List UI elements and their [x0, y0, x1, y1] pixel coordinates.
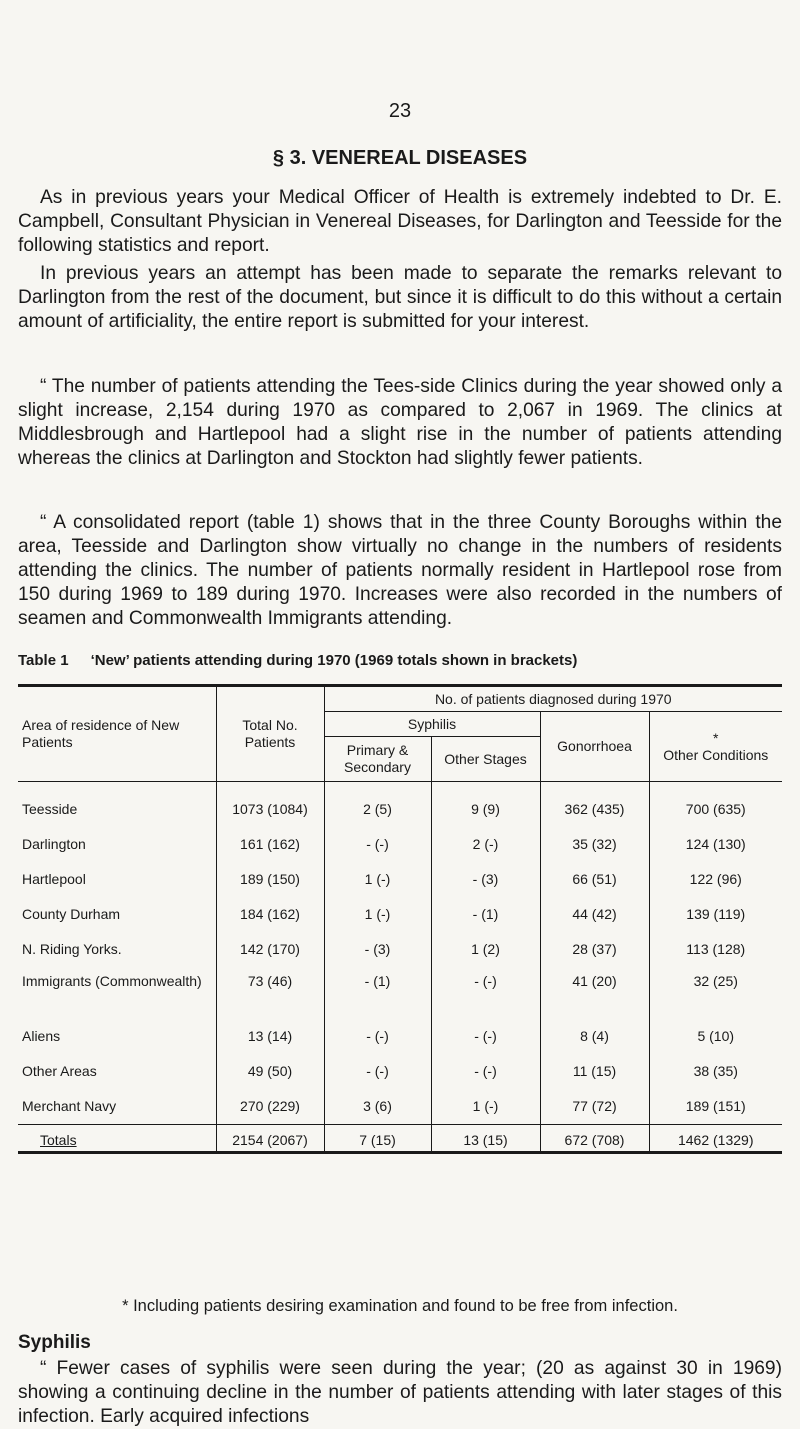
- syphilis-heading: Syphilis: [18, 1332, 91, 1353]
- cell-total: 142 (170): [216, 932, 324, 967]
- cell-gonorrhoea: 77 (72): [540, 1089, 649, 1125]
- cell-other-stages: - (-): [431, 1054, 540, 1089]
- cell-other-conditions: 38 (35): [693, 1063, 738, 1079]
- header-syphilis: Syphilis: [324, 712, 540, 737]
- cell-area: Immigrants (Commonwealth): [18, 967, 216, 1019]
- cell-other-conditions: 700 (635): [685, 801, 746, 817]
- cell-total: 161 (162): [216, 827, 324, 862]
- cell-other-stages: 9 (9): [431, 782, 540, 828]
- cell-area: Aliens: [18, 1019, 216, 1054]
- table-caption: [18, 652, 782, 669]
- page-number: 23: [388, 100, 412, 122]
- cell-gonorrhoea: 28 (37): [540, 932, 649, 967]
- cell-area: Teesside: [18, 782, 216, 828]
- table-row: [18, 862, 782, 897]
- table-row: [18, 897, 782, 932]
- cell-other-stages: 1 (-): [431, 1089, 540, 1125]
- cell-primary: - (3): [324, 932, 431, 967]
- cell-gonorrhoea: 41 (20): [540, 967, 649, 1019]
- cell-other-stages: - (1): [431, 897, 540, 932]
- cell-other-conditions: 5 (10): [697, 1028, 735, 1044]
- header-other-conditions-label: Other Conditions: [663, 746, 769, 763]
- cell-total: 270 (229): [216, 1089, 324, 1125]
- new-patients-table: [18, 684, 782, 1154]
- header-area-of-residence: Area of residence of New Patients: [18, 686, 216, 782]
- cell-primary: - (-): [324, 1019, 431, 1054]
- cell-total: 1073 (1084): [216, 782, 324, 828]
- cell-area: Merchant Navy: [18, 1089, 216, 1125]
- cell-total: 49 (50): [216, 1054, 324, 1089]
- cell-area: County Durham: [18, 897, 216, 932]
- cell-gonorrhoea: 362 (435): [540, 782, 649, 828]
- cell-other-stages: 13 (15): [431, 1125, 540, 1153]
- cell-area: Other Areas: [18, 1054, 216, 1089]
- cell-primary: 1 (-): [324, 897, 431, 932]
- cell-area: N. Riding Yorks.: [18, 932, 216, 967]
- cell-primary: - (-): [324, 1054, 431, 1089]
- cell-total: 73 (46): [216, 967, 324, 1019]
- cell-primary: - (-): [324, 827, 431, 862]
- header-gonorrhoea: Gonorrhoea: [540, 712, 649, 782]
- asterisk-mark: *: [713, 729, 719, 746]
- intro-paragraph: As in previous years your Medical Officer of Health is extremely indebted to Dr. E. Campbell, Consultant Physician in Venereal Diseases, for Darlington and Teesside for the following statistics and report.: [18, 187, 782, 256]
- clinic-attendance-paragraph: “ The number of patients attending the Tees-side Clinics during the year showed only a slight increase, 2,154 during 1970 as compared to 2,067 in 1969. The clinics at Middlesbrough and Hartlepool had a slight rise in the number of patients attending whereas the clinics at Darlington and Stockton had slightly fewer patients.: [18, 376, 782, 469]
- cell-area: Darlington: [18, 827, 216, 862]
- consolidated-report-paragraph: “ A consolidated report (table 1) shows that in the three County Boroughs within the area, Teesside and Darlington show virtually no change in the numbers of residents attending the clinics. The number of patients normally resident in Hartlepool rose from 150 during 1969 to 189 during 1970. Increases were also recorded in the numbers of seamen and Commonwealth Immigrants attending.: [18, 512, 782, 629]
- cell-primary: 3 (6): [324, 1089, 431, 1125]
- cell-primary: - (1): [324, 967, 431, 1019]
- header-other-stages: Other Stages: [431, 737, 540, 782]
- cell-gonorrhoea: 11 (15): [540, 1054, 649, 1089]
- cell-area: Hartlepool: [18, 862, 216, 897]
- cell-other-conditions: 32 (25): [693, 973, 738, 989]
- table-row: [18, 1089, 782, 1125]
- header-other-conditions: [649, 712, 782, 782]
- cell-other-stages: 1 (2): [431, 932, 540, 967]
- table-caption-text: ‘New’ patients attending during 1970 (1969 totals shown in brackets): [90, 652, 578, 669]
- cell-total: 184 (162): [216, 897, 324, 932]
- cell-gonorrhoea: 672 (708): [540, 1125, 649, 1153]
- table-row: [18, 1019, 782, 1054]
- cell-other-stages: - (3): [431, 862, 540, 897]
- table-row: [18, 932, 782, 967]
- separation-paragraph: In previous years an attempt has been made to separate the remarks relevant to Darlington from the rest of the document, but since it is difficult to do this without a certain amount of artificiality, the entire report is submitted for your interest.: [18, 263, 782, 332]
- syphilis-paragraph: “ Fewer cases of syphilis were seen during the year; (20 as against 30 in 1969) showing a continuing decline in the number of patients attending with later stages of this infection. Early acquired infections: [18, 1358, 782, 1427]
- cell-total: 13 (14): [216, 1019, 324, 1054]
- totals-row: [18, 1125, 782, 1153]
- header-total-patients: Total No. Patients: [216, 686, 324, 782]
- table-row: [18, 1054, 782, 1089]
- cell-total: 2154 (2067): [216, 1125, 324, 1153]
- header-diagnosed-group: No. of patients diagnosed during 1970: [324, 686, 782, 712]
- cell-other-conditions: 139 (119): [686, 906, 746, 922]
- cell-other-stages: - (-): [431, 1019, 540, 1054]
- cell-other-conditions: 122 (96): [689, 871, 742, 887]
- cell-primary: 1 (-): [324, 862, 431, 897]
- table-row: [18, 827, 782, 862]
- cell-area: Totals: [18, 1125, 216, 1153]
- cell-gonorrhoea: 44 (42): [540, 897, 649, 932]
- cell-other-conditions: 113 (128): [686, 941, 746, 957]
- table-caption-label: Table 1: [18, 652, 69, 669]
- cell-gonorrhoea: 35 (32): [540, 827, 649, 862]
- cell-gonorrhoea: 66 (51): [540, 862, 649, 897]
- table-footnote: * Including patients desiring examination and found to be free from infection.: [122, 1297, 678, 1315]
- cell-other-conditions: 189 (151): [685, 1098, 746, 1114]
- cell-gonorrhoea: 8 (4): [540, 1019, 649, 1054]
- header-primary-secondary: Primary & Secondary: [324, 737, 431, 782]
- section-title: § 3. VENEREAL DISEASES: [272, 147, 528, 169]
- cell-primary: 2 (5): [324, 782, 431, 828]
- cell-other-conditions: 124 (130): [685, 836, 746, 852]
- cell-primary: 7 (15): [324, 1125, 431, 1153]
- cell-total: 189 (150): [216, 862, 324, 897]
- table-row: [18, 967, 782, 1019]
- table-row: [18, 782, 782, 828]
- cell-other-stages: - (-): [431, 967, 540, 1019]
- cell-other-conditions: 1462 (1329): [649, 1125, 782, 1153]
- cell-other-stages: 2 (-): [431, 827, 540, 862]
